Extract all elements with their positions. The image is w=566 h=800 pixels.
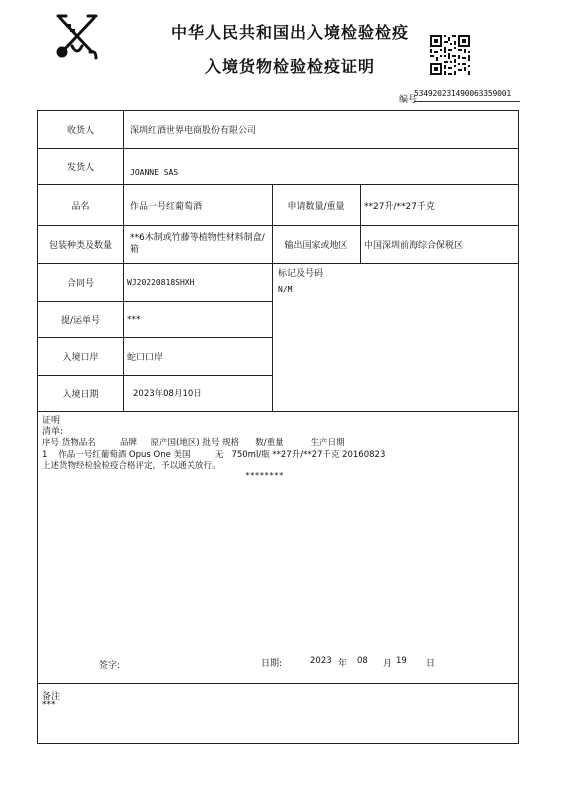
certificate-number: 534920231490063359001	[414, 89, 511, 98]
contract-number-value: WJ20220818SHXH	[127, 278, 195, 287]
remarks-label: 备注	[42, 692, 61, 702]
row-divider	[38, 375, 272, 376]
issue-day-unit: 日	[426, 659, 436, 669]
inventory-label: 清单:	[42, 427, 64, 437]
issue-day: 19	[396, 656, 407, 666]
marks-label: 标记及号码	[278, 269, 324, 279]
inspection-emblem-icon	[52, 12, 102, 60]
packing-value: **6木制或竹藤等植物性材料制盒/箱	[130, 233, 265, 255]
clearance-statement: 上述货物经检验检疫合格评定，予以通关放行。	[42, 461, 221, 471]
certificate-number-label: 编号	[399, 95, 418, 105]
certificate-form	[37, 110, 519, 744]
column-divider	[360, 184, 361, 263]
issue-date-label: 日期:	[261, 659, 283, 669]
certificate-number-underline	[414, 101, 520, 102]
column-divider	[123, 111, 124, 411]
issue-month: 08	[357, 656, 368, 666]
quantity-value: **27升/**27千克	[364, 202, 435, 212]
quantity-label: 申请数量/重量	[287, 202, 345, 212]
row-divider	[38, 263, 518, 264]
row-divider	[38, 225, 518, 226]
row-divider	[38, 148, 518, 149]
bill-of-lading-value: ***	[127, 315, 141, 325]
qr-code-icon	[430, 35, 470, 75]
row-divider	[38, 411, 518, 412]
contract-number-label: 合同号	[66, 279, 94, 289]
packing-label: 包装种类及数量	[48, 241, 112, 251]
consignee-label: 收货人	[66, 126, 94, 136]
remarks-value: ***	[42, 700, 56, 710]
document-title-line2: 入境货物检验检疫证明	[204, 57, 375, 76]
row-divider	[38, 184, 518, 185]
column-divider	[272, 184, 273, 411]
issue-year: 2023	[310, 656, 332, 666]
entry-date-value: 2023年08月10日	[133, 389, 202, 399]
consignor-label: 发货人	[66, 163, 94, 173]
certification-title: 证明	[42, 416, 61, 426]
export-country-label: 输出国家或地区	[284, 241, 348, 251]
consignee-value: 深圳红酒世界电商股份有限公司	[130, 126, 257, 136]
marks-value: N/M	[278, 285, 293, 294]
consignor-value: JOANNE SAS	[130, 168, 179, 177]
issue-year-unit: 年	[338, 659, 348, 669]
entry-date-label: 入境日期	[62, 390, 99, 400]
export-country-value: 中国深圳前海综合保税区	[364, 241, 464, 251]
goods-table-row: 1 作品一号红葡萄酒 Opus One 美国 无 750ml/瓶 **27升/**27千克 20160823	[42, 450, 386, 460]
entry-port-label: 入境口岸	[62, 353, 99, 363]
goods-table-header: 序号 货物品名 品牌 原产国(地区) 批号 规格 数/重量 生产日期	[42, 438, 345, 448]
entry-port-value: 蛇口口岸	[127, 353, 164, 363]
end-marker: ********	[245, 471, 284, 480]
row-divider	[38, 301, 272, 302]
row-divider	[38, 683, 518, 684]
bill-of-lading-label: 提/运单号	[60, 316, 101, 326]
document-title-line1: 中华人民共和国出入境检验检疫	[170, 23, 409, 42]
row-divider	[38, 337, 272, 338]
signature-label: 签字:	[99, 661, 121, 671]
product-name-label: 品名	[71, 202, 90, 212]
product-name-value: 作品一号红葡萄酒	[130, 202, 203, 212]
issue-month-unit: 月	[383, 659, 393, 669]
